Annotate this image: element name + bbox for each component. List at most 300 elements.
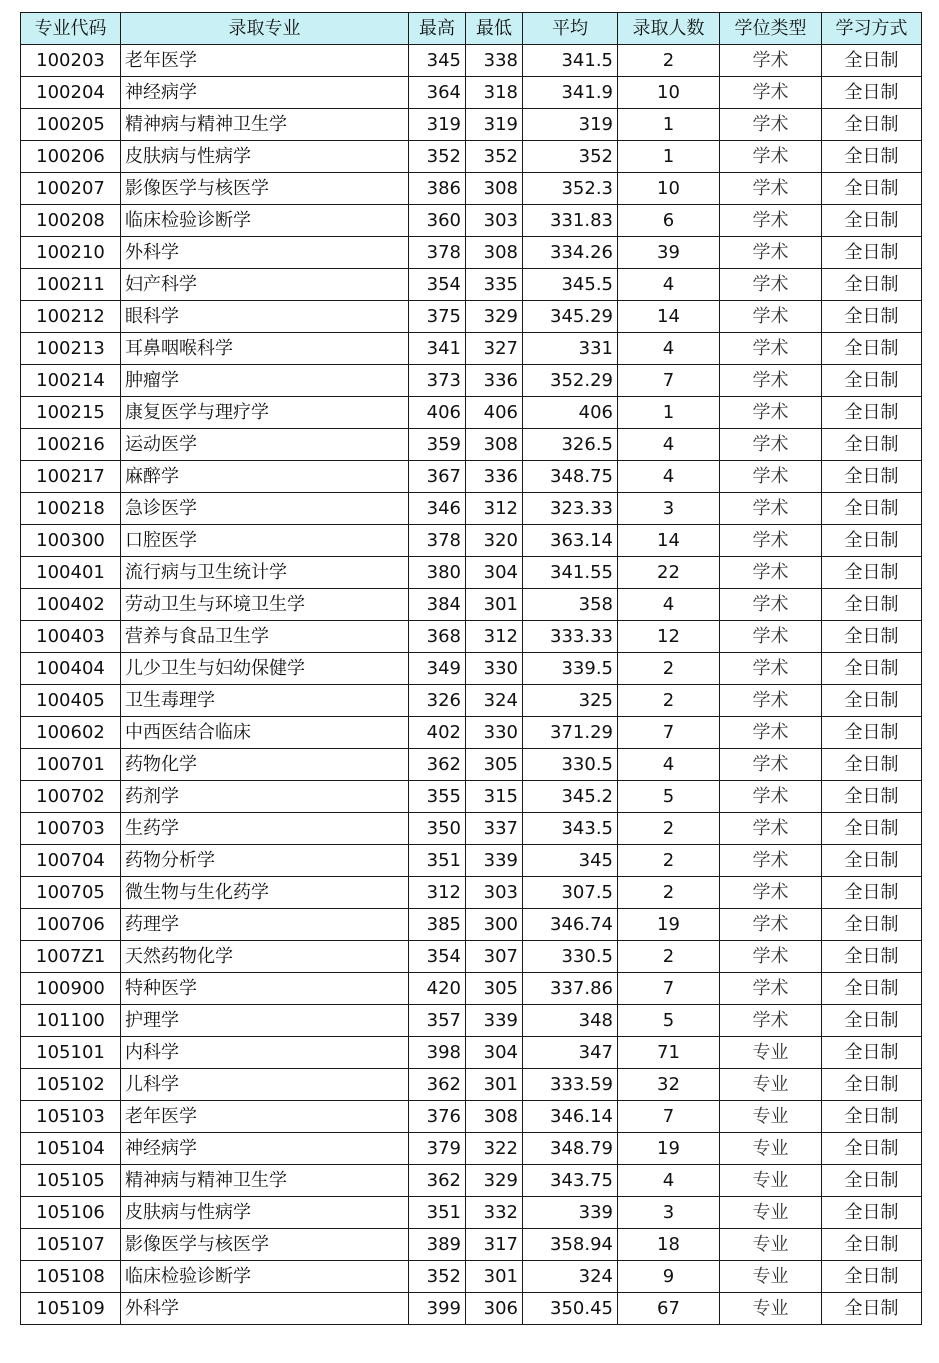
table-row bbox=[21, 173, 922, 205]
cell-mode: 全日制 bbox=[822, 717, 922, 749]
cell-max: 354 bbox=[409, 269, 466, 301]
cell-count: 71 bbox=[618, 1037, 720, 1069]
header-row bbox=[21, 13, 922, 45]
table-row bbox=[21, 237, 922, 269]
cell-max: 354 bbox=[409, 941, 466, 973]
cell-max: 375 bbox=[409, 301, 466, 333]
cell-code: 100401 bbox=[21, 557, 121, 589]
cell-code: 100216 bbox=[21, 429, 121, 461]
cell-min: 308 bbox=[466, 1101, 523, 1133]
cell-avg: 346.14 bbox=[523, 1101, 618, 1133]
cell-code: 100218 bbox=[21, 493, 121, 525]
cell-avg: 334.26 bbox=[523, 237, 618, 269]
cell-degree: 学术 bbox=[720, 557, 822, 589]
cell-avg: 352.29 bbox=[523, 365, 618, 397]
cell-min: 308 bbox=[466, 173, 523, 205]
cell-avg: 352 bbox=[523, 141, 618, 173]
cell-min: 303 bbox=[466, 205, 523, 237]
table-row bbox=[21, 1069, 922, 1101]
cell-max: 420 bbox=[409, 973, 466, 1005]
cell-max: 368 bbox=[409, 621, 466, 653]
cell-major: 妇产科学 bbox=[121, 269, 409, 301]
cell-degree: 学术 bbox=[720, 717, 822, 749]
table-row bbox=[21, 1261, 922, 1293]
cell-max: 352 bbox=[409, 141, 466, 173]
header-count: 录取人数 bbox=[618, 13, 720, 45]
table-row bbox=[21, 205, 922, 237]
cell-code: 105105 bbox=[21, 1165, 121, 1197]
cell-min: 329 bbox=[466, 1165, 523, 1197]
cell-avg: 330.5 bbox=[523, 941, 618, 973]
cell-degree: 专业 bbox=[720, 1293, 822, 1325]
cell-min: 305 bbox=[466, 749, 523, 781]
cell-degree: 学术 bbox=[720, 173, 822, 205]
table-row bbox=[21, 141, 922, 173]
cell-count: 5 bbox=[618, 781, 720, 813]
cell-degree: 学术 bbox=[720, 493, 822, 525]
cell-count: 2 bbox=[618, 813, 720, 845]
cell-degree: 学术 bbox=[720, 397, 822, 429]
cell-code: 100300 bbox=[21, 525, 121, 557]
table-row bbox=[21, 1101, 922, 1133]
cell-min: 406 bbox=[466, 397, 523, 429]
cell-count: 2 bbox=[618, 877, 720, 909]
cell-avg: 337.86 bbox=[523, 973, 618, 1005]
cell-count: 4 bbox=[618, 269, 720, 301]
cell-code: 100215 bbox=[21, 397, 121, 429]
cell-code: 100701 bbox=[21, 749, 121, 781]
cell-min: 352 bbox=[466, 141, 523, 173]
cell-mode: 全日制 bbox=[822, 653, 922, 685]
admission-score-sheet bbox=[20, 12, 922, 1325]
cell-mode: 全日制 bbox=[822, 877, 922, 909]
cell-min: 339 bbox=[466, 845, 523, 877]
header-max: 最高 bbox=[409, 13, 466, 45]
cell-max: 367 bbox=[409, 461, 466, 493]
table-row bbox=[21, 461, 922, 493]
cell-mode: 全日制 bbox=[822, 77, 922, 109]
cell-degree: 专业 bbox=[720, 1037, 822, 1069]
cell-count: 4 bbox=[618, 589, 720, 621]
cell-count: 1 bbox=[618, 109, 720, 141]
cell-max: 341 bbox=[409, 333, 466, 365]
cell-major: 老年医学 bbox=[121, 45, 409, 77]
cell-mode: 全日制 bbox=[822, 1229, 922, 1261]
cell-degree: 专业 bbox=[720, 1261, 822, 1293]
cell-avg: 348.75 bbox=[523, 461, 618, 493]
cell-avg: 331.83 bbox=[523, 205, 618, 237]
table-row bbox=[21, 1197, 922, 1229]
cell-code: 105103 bbox=[21, 1101, 121, 1133]
cell-mode: 全日制 bbox=[822, 909, 922, 941]
cell-code: 100212 bbox=[21, 301, 121, 333]
cell-avg: 307.5 bbox=[523, 877, 618, 909]
cell-major: 外科学 bbox=[121, 1293, 409, 1325]
cell-max: 351 bbox=[409, 845, 466, 877]
cell-avg: 343.75 bbox=[523, 1165, 618, 1197]
cell-max: 350 bbox=[409, 813, 466, 845]
cell-code: 100210 bbox=[21, 237, 121, 269]
cell-code: 100203 bbox=[21, 45, 121, 77]
cell-min: 336 bbox=[466, 461, 523, 493]
cell-major: 运动医学 bbox=[121, 429, 409, 461]
cell-code: 100704 bbox=[21, 845, 121, 877]
cell-degree: 学术 bbox=[720, 525, 822, 557]
cell-major: 急诊医学 bbox=[121, 493, 409, 525]
cell-avg: 363.14 bbox=[523, 525, 618, 557]
cell-avg: 331 bbox=[523, 333, 618, 365]
cell-degree: 专业 bbox=[720, 1165, 822, 1197]
table-row bbox=[21, 589, 922, 621]
cell-major: 劳动卫生与环境卫生学 bbox=[121, 589, 409, 621]
cell-min: 318 bbox=[466, 77, 523, 109]
table-row bbox=[21, 1133, 922, 1165]
table-row bbox=[21, 717, 922, 749]
cell-avg: 345.29 bbox=[523, 301, 618, 333]
cell-major: 药物分析学 bbox=[121, 845, 409, 877]
table-row bbox=[21, 557, 922, 589]
cell-min: 329 bbox=[466, 301, 523, 333]
cell-code: 105107 bbox=[21, 1229, 121, 1261]
cell-min: 324 bbox=[466, 685, 523, 717]
cell-min: 301 bbox=[466, 1069, 523, 1101]
cell-min: 304 bbox=[466, 1037, 523, 1069]
cell-code: 100204 bbox=[21, 77, 121, 109]
cell-code: 100207 bbox=[21, 173, 121, 205]
cell-major: 神经病学 bbox=[121, 77, 409, 109]
cell-max: 359 bbox=[409, 429, 466, 461]
cell-min: 327 bbox=[466, 333, 523, 365]
cell-min: 304 bbox=[466, 557, 523, 589]
cell-min: 308 bbox=[466, 429, 523, 461]
cell-count: 4 bbox=[618, 333, 720, 365]
cell-code: 105102 bbox=[21, 1069, 121, 1101]
cell-max: 389 bbox=[409, 1229, 466, 1261]
cell-min: 307 bbox=[466, 941, 523, 973]
table-row bbox=[21, 749, 922, 781]
table-row bbox=[21, 1005, 922, 1037]
table-row bbox=[21, 365, 922, 397]
cell-max: 362 bbox=[409, 1165, 466, 1197]
cell-count: 39 bbox=[618, 237, 720, 269]
cell-major: 眼科学 bbox=[121, 301, 409, 333]
cell-degree: 学术 bbox=[720, 77, 822, 109]
cell-mode: 全日制 bbox=[822, 589, 922, 621]
cell-mode: 全日制 bbox=[822, 397, 922, 429]
cell-code: 100214 bbox=[21, 365, 121, 397]
cell-mode: 全日制 bbox=[822, 173, 922, 205]
cell-max: 326 bbox=[409, 685, 466, 717]
cell-min: 332 bbox=[466, 1197, 523, 1229]
cell-avg: 350.45 bbox=[523, 1293, 618, 1325]
cell-max: 402 bbox=[409, 717, 466, 749]
cell-count: 2 bbox=[618, 685, 720, 717]
table-row bbox=[21, 1037, 922, 1069]
cell-mode: 全日制 bbox=[822, 1261, 922, 1293]
cell-min: 312 bbox=[466, 621, 523, 653]
cell-avg: 324 bbox=[523, 1261, 618, 1293]
table-row bbox=[21, 429, 922, 461]
cell-major: 药剂学 bbox=[121, 781, 409, 813]
cell-major: 临床检验诊断学 bbox=[121, 205, 409, 237]
cell-max: 378 bbox=[409, 237, 466, 269]
cell-max: 406 bbox=[409, 397, 466, 429]
cell-degree: 学术 bbox=[720, 845, 822, 877]
cell-avg: 406 bbox=[523, 397, 618, 429]
table-row bbox=[21, 397, 922, 429]
cell-code: 100602 bbox=[21, 717, 121, 749]
cell-avg: 352.3 bbox=[523, 173, 618, 205]
cell-code: 100405 bbox=[21, 685, 121, 717]
cell-degree: 学术 bbox=[720, 749, 822, 781]
cell-avg: 347 bbox=[523, 1037, 618, 1069]
table-row bbox=[21, 45, 922, 77]
cell-major: 精神病与精神卫生学 bbox=[121, 109, 409, 141]
table-row bbox=[21, 1165, 922, 1197]
cell-max: 398 bbox=[409, 1037, 466, 1069]
cell-avg: 348.79 bbox=[523, 1133, 618, 1165]
cell-degree: 学术 bbox=[720, 973, 822, 1005]
cell-major: 耳鼻咽喉科学 bbox=[121, 333, 409, 365]
cell-degree: 专业 bbox=[720, 1197, 822, 1229]
header-major: 录取专业 bbox=[121, 13, 409, 45]
cell-count: 7 bbox=[618, 365, 720, 397]
cell-avg: 326.5 bbox=[523, 429, 618, 461]
cell-avg: 333.33 bbox=[523, 621, 618, 653]
cell-max: 312 bbox=[409, 877, 466, 909]
cell-degree: 学术 bbox=[720, 141, 822, 173]
cell-major: 流行病与卫生统计学 bbox=[121, 557, 409, 589]
cell-max: 362 bbox=[409, 1069, 466, 1101]
cell-count: 2 bbox=[618, 45, 720, 77]
cell-max: 345 bbox=[409, 45, 466, 77]
table-row bbox=[21, 909, 922, 941]
table-row bbox=[21, 781, 922, 813]
cell-major: 儿科学 bbox=[121, 1069, 409, 1101]
cell-min: 319 bbox=[466, 109, 523, 141]
cell-min: 336 bbox=[466, 365, 523, 397]
cell-min: 330 bbox=[466, 653, 523, 685]
cell-code: 1007Z1 bbox=[21, 941, 121, 973]
cell-count: 22 bbox=[618, 557, 720, 589]
cell-mode: 全日制 bbox=[822, 109, 922, 141]
admission-table bbox=[20, 12, 922, 1325]
cell-max: 380 bbox=[409, 557, 466, 589]
cell-avg: 339 bbox=[523, 1197, 618, 1229]
cell-avg: 343.5 bbox=[523, 813, 618, 845]
cell-count: 12 bbox=[618, 621, 720, 653]
cell-avg: 341.55 bbox=[523, 557, 618, 589]
cell-min: 305 bbox=[466, 973, 523, 1005]
cell-mode: 全日制 bbox=[822, 621, 922, 653]
cell-mode: 全日制 bbox=[822, 461, 922, 493]
cell-count: 2 bbox=[618, 653, 720, 685]
cell-count: 67 bbox=[618, 1293, 720, 1325]
cell-degree: 专业 bbox=[720, 1101, 822, 1133]
table-row bbox=[21, 685, 922, 717]
cell-mode: 全日制 bbox=[822, 1069, 922, 1101]
cell-major: 麻醉学 bbox=[121, 461, 409, 493]
cell-max: 355 bbox=[409, 781, 466, 813]
cell-mode: 全日制 bbox=[822, 269, 922, 301]
cell-code: 100705 bbox=[21, 877, 121, 909]
cell-avg: 358 bbox=[523, 589, 618, 621]
cell-code: 105109 bbox=[21, 1293, 121, 1325]
cell-max: 349 bbox=[409, 653, 466, 685]
cell-degree: 学术 bbox=[720, 429, 822, 461]
cell-mode: 全日制 bbox=[822, 1165, 922, 1197]
cell-min: 322 bbox=[466, 1133, 523, 1165]
cell-count: 19 bbox=[618, 1133, 720, 1165]
cell-code: 105104 bbox=[21, 1133, 121, 1165]
cell-mode: 全日制 bbox=[822, 237, 922, 269]
cell-major: 皮肤病与性病学 bbox=[121, 1197, 409, 1229]
cell-code: 100900 bbox=[21, 973, 121, 1005]
cell-count: 10 bbox=[618, 173, 720, 205]
cell-degree: 专业 bbox=[720, 1229, 822, 1261]
cell-count: 4 bbox=[618, 429, 720, 461]
cell-avg: 323.33 bbox=[523, 493, 618, 525]
header-code: 专业代码 bbox=[21, 13, 121, 45]
cell-degree: 学术 bbox=[720, 205, 822, 237]
cell-major: 药理学 bbox=[121, 909, 409, 941]
cell-mode: 全日制 bbox=[822, 845, 922, 877]
cell-avg: 348 bbox=[523, 1005, 618, 1037]
cell-count: 4 bbox=[618, 461, 720, 493]
cell-count: 7 bbox=[618, 717, 720, 749]
cell-major: 皮肤病与性病学 bbox=[121, 141, 409, 173]
cell-avg: 341.9 bbox=[523, 77, 618, 109]
cell-major: 生药学 bbox=[121, 813, 409, 845]
cell-degree: 学术 bbox=[720, 109, 822, 141]
cell-avg: 319 bbox=[523, 109, 618, 141]
cell-max: 362 bbox=[409, 749, 466, 781]
cell-degree: 学术 bbox=[720, 813, 822, 845]
cell-major: 儿少卫生与妇幼保健学 bbox=[121, 653, 409, 685]
cell-major: 外科学 bbox=[121, 237, 409, 269]
header-degree: 学位类型 bbox=[720, 13, 822, 45]
cell-major: 内科学 bbox=[121, 1037, 409, 1069]
cell-code: 100213 bbox=[21, 333, 121, 365]
cell-major: 精神病与精神卫生学 bbox=[121, 1165, 409, 1197]
cell-major: 营养与食品卫生学 bbox=[121, 621, 409, 653]
cell-mode: 全日制 bbox=[822, 429, 922, 461]
cell-max: 386 bbox=[409, 173, 466, 205]
cell-avg: 346.74 bbox=[523, 909, 618, 941]
cell-max: 346 bbox=[409, 493, 466, 525]
cell-mode: 全日制 bbox=[822, 973, 922, 1005]
cell-major: 护理学 bbox=[121, 1005, 409, 1037]
cell-major: 口腔医学 bbox=[121, 525, 409, 557]
cell-mode: 全日制 bbox=[822, 1293, 922, 1325]
cell-mode: 全日制 bbox=[822, 781, 922, 813]
cell-count: 18 bbox=[618, 1229, 720, 1261]
cell-degree: 学术 bbox=[720, 1005, 822, 1037]
cell-max: 364 bbox=[409, 77, 466, 109]
cell-code: 100205 bbox=[21, 109, 121, 141]
cell-count: 2 bbox=[618, 845, 720, 877]
cell-code: 100402 bbox=[21, 589, 121, 621]
cell-degree: 学术 bbox=[720, 685, 822, 717]
table-row bbox=[21, 941, 922, 973]
cell-major: 康复医学与理疗学 bbox=[121, 397, 409, 429]
cell-max: 378 bbox=[409, 525, 466, 557]
table-row bbox=[21, 269, 922, 301]
cell-mode: 全日制 bbox=[822, 1133, 922, 1165]
cell-max: 373 bbox=[409, 365, 466, 397]
table-row bbox=[21, 493, 922, 525]
cell-max: 360 bbox=[409, 205, 466, 237]
cell-mode: 全日制 bbox=[822, 1197, 922, 1229]
cell-max: 357 bbox=[409, 1005, 466, 1037]
cell-code: 100706 bbox=[21, 909, 121, 941]
cell-degree: 学术 bbox=[720, 877, 822, 909]
cell-mode: 全日制 bbox=[822, 557, 922, 589]
cell-code: 100217 bbox=[21, 461, 121, 493]
table-row bbox=[21, 333, 922, 365]
cell-degree: 学术 bbox=[720, 365, 822, 397]
cell-min: 339 bbox=[466, 1005, 523, 1037]
table-row bbox=[21, 77, 922, 109]
cell-code: 101100 bbox=[21, 1005, 121, 1037]
cell-min: 312 bbox=[466, 493, 523, 525]
cell-degree: 学术 bbox=[720, 621, 822, 653]
cell-mode: 全日制 bbox=[822, 141, 922, 173]
cell-major: 影像医学与核医学 bbox=[121, 1229, 409, 1261]
cell-min: 301 bbox=[466, 1261, 523, 1293]
cell-count: 14 bbox=[618, 525, 720, 557]
cell-min: 335 bbox=[466, 269, 523, 301]
cell-mode: 全日制 bbox=[822, 493, 922, 525]
cell-major: 肿瘤学 bbox=[121, 365, 409, 397]
cell-count: 10 bbox=[618, 77, 720, 109]
cell-min: 337 bbox=[466, 813, 523, 845]
cell-degree: 学术 bbox=[720, 653, 822, 685]
cell-avg: 345.5 bbox=[523, 269, 618, 301]
cell-count: 4 bbox=[618, 749, 720, 781]
cell-major: 影像医学与核医学 bbox=[121, 173, 409, 205]
cell-max: 385 bbox=[409, 909, 466, 941]
table-row bbox=[21, 653, 922, 685]
cell-major: 中西医结合临床 bbox=[121, 717, 409, 749]
cell-mode: 全日制 bbox=[822, 205, 922, 237]
cell-major: 临床检验诊断学 bbox=[121, 1261, 409, 1293]
cell-count: 2 bbox=[618, 941, 720, 973]
cell-min: 308 bbox=[466, 237, 523, 269]
cell-avg: 339.5 bbox=[523, 653, 618, 685]
cell-mode: 全日制 bbox=[822, 45, 922, 77]
cell-major: 天然药物化学 bbox=[121, 941, 409, 973]
header-min: 最低 bbox=[466, 13, 523, 45]
cell-major: 药物化学 bbox=[121, 749, 409, 781]
cell-mode: 全日制 bbox=[822, 333, 922, 365]
cell-mode: 全日制 bbox=[822, 301, 922, 333]
cell-code: 100702 bbox=[21, 781, 121, 813]
cell-degree: 专业 bbox=[720, 1069, 822, 1101]
cell-count: 5 bbox=[618, 1005, 720, 1037]
table-row bbox=[21, 845, 922, 877]
cell-code: 105108 bbox=[21, 1261, 121, 1293]
cell-code: 105106 bbox=[21, 1197, 121, 1229]
cell-degree: 学术 bbox=[720, 909, 822, 941]
cell-max: 384 bbox=[409, 589, 466, 621]
cell-major: 特种医学 bbox=[121, 973, 409, 1005]
cell-code: 100404 bbox=[21, 653, 121, 685]
cell-avg: 358.94 bbox=[523, 1229, 618, 1261]
cell-min: 301 bbox=[466, 589, 523, 621]
table-row bbox=[21, 109, 922, 141]
cell-mode: 全日制 bbox=[822, 685, 922, 717]
